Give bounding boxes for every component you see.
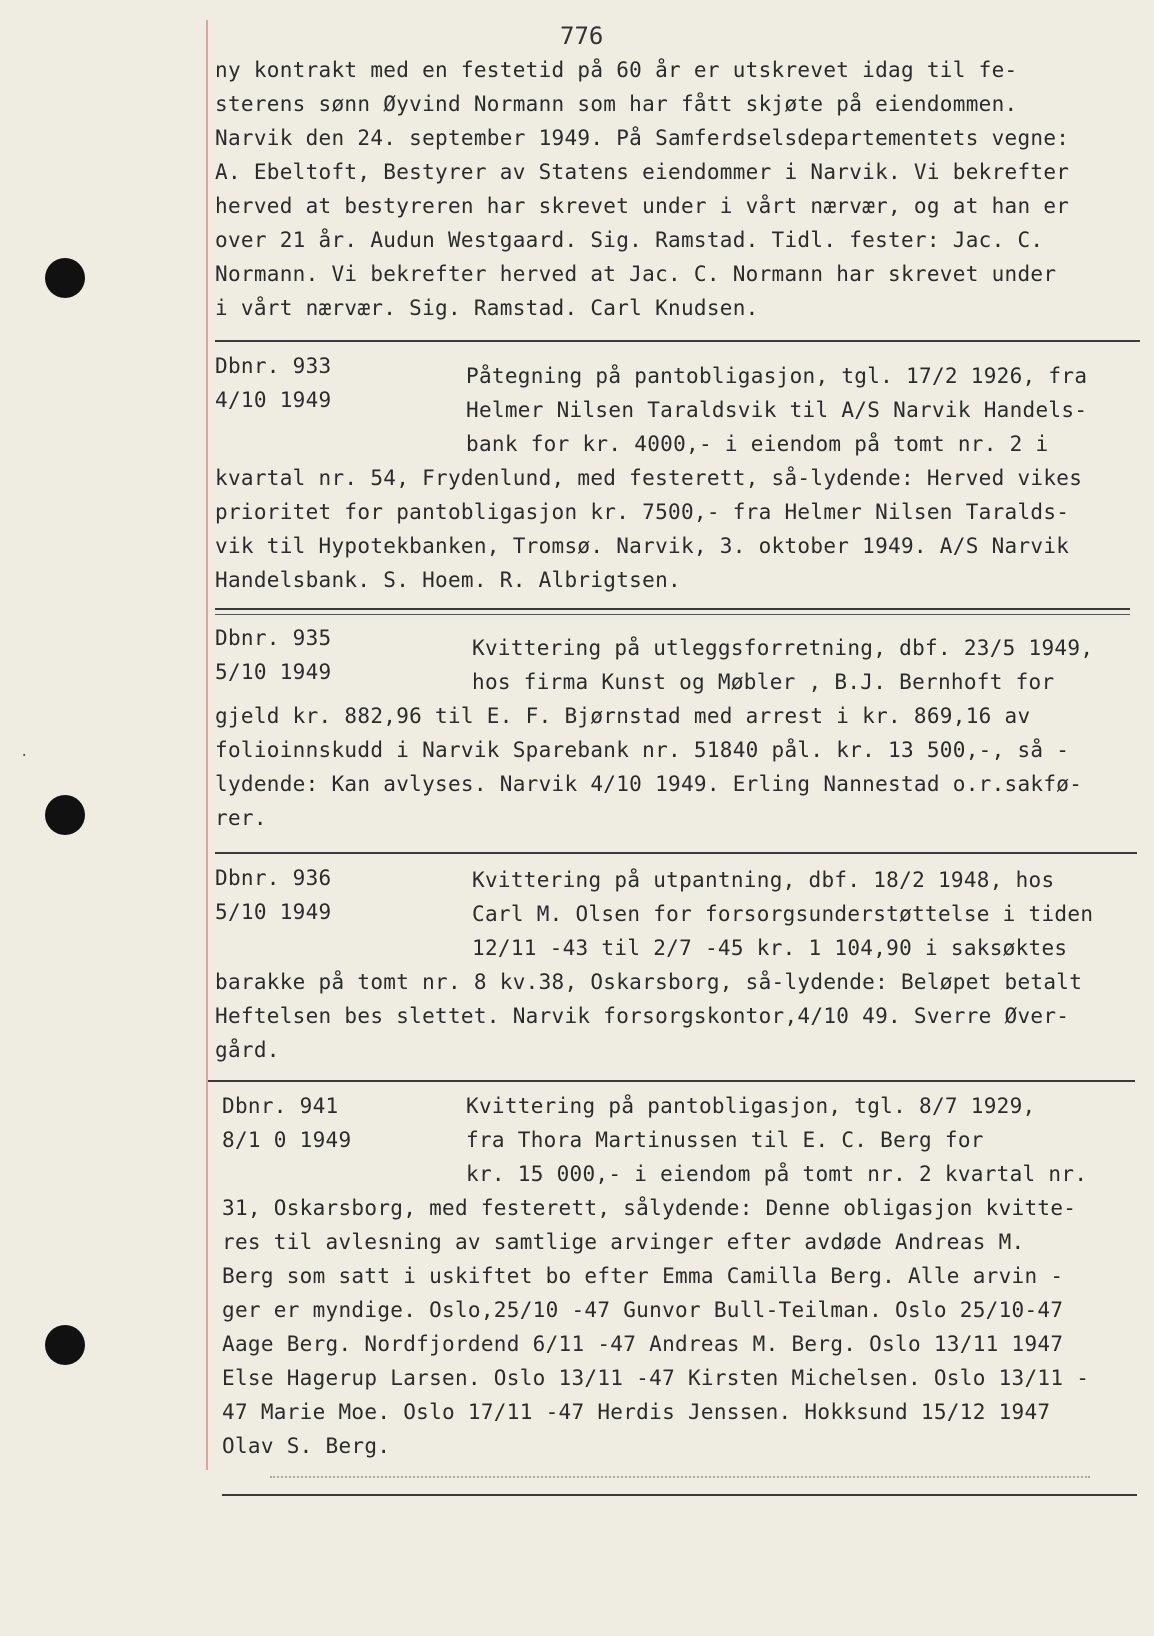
intro-line: A. Ebeltoft, Bestyrer av Statens eiendommer i Narvik. Vi bekrefter — [215, 160, 1070, 184]
entry-dbnr: Dbnr. 935 — [215, 626, 332, 650]
entry-line: ger er myndige. Oslo,25/10 -47 Gunvor Bull-Teilman. Oslo 25/10-47 — [222, 1298, 1064, 1322]
entry-line: Kvittering på pantobligasjon, tgl. 8/7 1929, — [466, 1094, 1036, 1118]
entry-dbnr: Dbnr. 933 — [215, 354, 332, 378]
entry-separator — [215, 608, 1130, 610]
intro-line: herved at bestyreren har skrevet under i vårt nærvær, og at han er — [215, 194, 1070, 218]
intro-line: Narvik den 24. september 1949. På Samferdselsdepartementets vegne: — [215, 126, 1070, 150]
entry-line: res til avlesning av samtlige arvinger efter avdøde Andreas M. — [222, 1230, 1025, 1254]
entry-line: folioinnskudd i Narvik Sparebank nr. 51840 pål. kr. 13 500,-, så - — [215, 738, 1070, 762]
entry-line: Carl M. Olsen for forsorgsunderstøttelse i tiden — [472, 902, 1094, 926]
entry-line: Helmer Nilsen Taraldsvik til A/S Narvik Handels- — [466, 398, 1088, 422]
entry-line: Berg som satt i uskiftet bo efter Emma Camilla Berg. Alle arvin - — [222, 1264, 1064, 1288]
entry-line: hos firma Kunst og Møbler , B.J. Bernhoft for — [472, 670, 1055, 694]
entry-line: Olav S. Berg. — [222, 1434, 391, 1458]
entry-line: Aage Berg. Nordfjordend 6/11 -47 Andreas M. Berg. Oslo 13/11 1947 — [222, 1332, 1064, 1356]
entry-line: gjeld kr. 882,96 til E. F. Bjørnstad med arrest i kr. 869,16 av — [215, 704, 1031, 728]
entry-line: 47 Marie Moe. Oslo 17/11 -47 Herdis Jenssen. Hokksund 15/12 1947 — [222, 1400, 1051, 1424]
entry-date: 5/10 1949 — [215, 900, 332, 924]
entry-dbnr: Dbnr. 941 — [222, 1094, 339, 1118]
entry-date: 4/10 1949 — [215, 388, 332, 412]
entry-line: 31, Oskarsborg, med festerett, sålydende: Denne obligasjon kvitte- — [222, 1196, 1077, 1220]
entry-separator — [208, 1080, 1135, 1082]
entry-line: Påtegning på pantobligasjon, tgl. 17/2 1926, fra — [466, 364, 1088, 388]
binder-hole — [45, 258, 85, 298]
entry-date: 8/1 0 1949 — [222, 1128, 352, 1152]
entry-date: 5/10 1949 — [215, 660, 332, 684]
page-number: 776 — [560, 22, 604, 50]
intro-line: i vårt nærvær. Sig. Ramstad. Carl Knudsen. — [215, 296, 759, 320]
entry-line: Else Hagerup Larsen. Oslo 13/11 -47 Kirsten Michelsen. Oslo 13/11 - — [222, 1366, 1090, 1390]
entry-line: Handelsbank. S. Hoem. R. Albrigtsen. — [215, 568, 681, 592]
entry-separator — [215, 614, 1130, 615]
intro-line: Normann. Vi bekrefter herved at Jac. C. Normann har skrevet under — [215, 262, 1057, 286]
intro-line: ny kontrakt med en festetid på 60 år er utskrevet idag til fe- — [215, 58, 1018, 82]
margin-rule — [206, 20, 208, 1470]
entry-dbnr: Dbnr. 936 — [215, 866, 332, 890]
intro-line: sterens sønn Øyvind Normann som har fått skjøte på eiendommen. — [215, 92, 1018, 116]
entry-line: kr. 15 000,- i eiendom på tomt nr. 2 kvartal nr. — [466, 1162, 1088, 1186]
entry-line: vik til Hypotekbanken, Tromsø. Narvik, 3. oktober 1949. A/S Narvik — [215, 534, 1070, 558]
entry-line: kvartal nr. 54, Frydenlund, med festerett, så-lydende: Herved vikes — [215, 466, 1083, 490]
entry-line: Kvittering på utleggsforretning, dbf. 23/5 1949, — [472, 636, 1094, 660]
binder-hole — [45, 1325, 85, 1365]
entry-line: bank for kr. 4000,- i eiendom på tomt nr. 2 i — [466, 432, 1049, 456]
entry-line: Heftelsen bes slettet. Narvik forsorgskontor,4/10 49. Sverre Øver- — [215, 1004, 1070, 1028]
binder-hole — [45, 795, 85, 835]
entry-line: gård. — [215, 1038, 280, 1062]
entry-line: barakke på tomt nr. 8 kv.38, Oskarsborg, så-lydende: Beløpet betalt — [215, 970, 1083, 994]
entry-separator — [215, 340, 1140, 342]
margin-mark: · — [20, 748, 29, 764]
entry-line: Kvittering på utpantning, dbf. 18/2 1948, hos — [472, 868, 1055, 892]
entry-separator — [222, 1494, 1137, 1496]
entry-line: 12/11 -43 til 2/7 -45 kr. 1 104,90 i saksøktes — [472, 936, 1068, 960]
entry-line: lydende: Kan avlyses. Narvik 4/10 1949. Erling Nannestad o.r.sakfø- — [215, 772, 1083, 796]
entry-line: rer. — [215, 806, 267, 830]
entry-separator — [215, 852, 1137, 854]
entry-line: prioritet for pantobligasjon kr. 7500,- fra Helmer Nilsen Taralds- — [215, 500, 1070, 524]
intro-line: over 21 år. Audun Westgaard. Sig. Ramstad. Tidl. fester: Jac. C. — [215, 228, 1044, 252]
faint-strikethrough — [270, 1476, 1090, 1480]
entry-line: fra Thora Martinussen til E. C. Berg for — [466, 1128, 984, 1152]
